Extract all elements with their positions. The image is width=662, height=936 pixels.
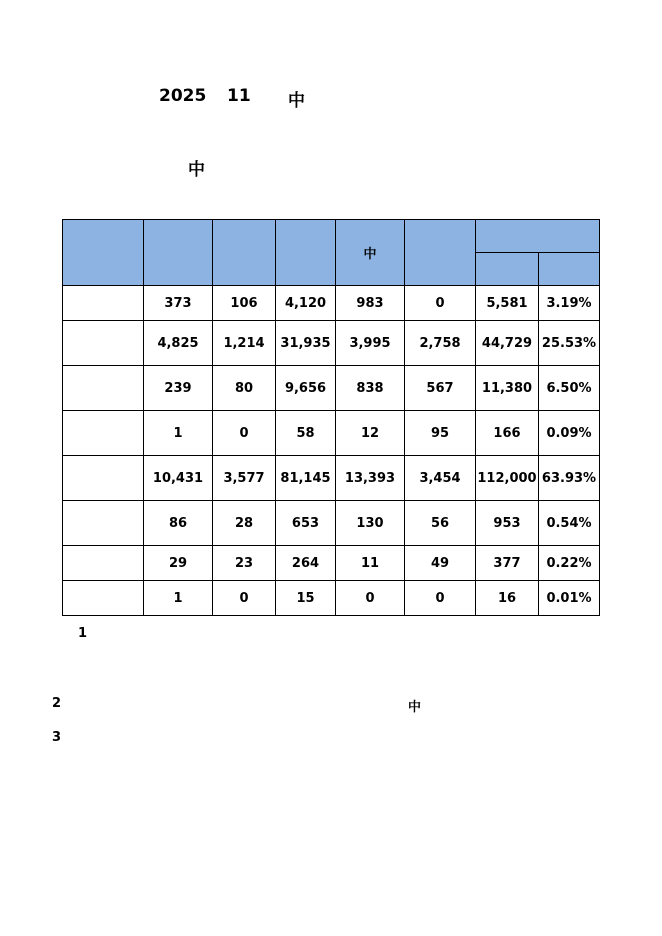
- note-2-marker: 2: [52, 696, 62, 711]
- table-cell: 0.54%: [539, 501, 600, 546]
- table-cell: [63, 546, 144, 581]
- header-subcell: [476, 253, 539, 286]
- note-1-marker: 1: [78, 626, 88, 641]
- table-cell: 29: [144, 546, 213, 581]
- table-cell: 80: [213, 366, 276, 411]
- table-cell: 0.22%: [539, 546, 600, 581]
- table-cell: 28: [213, 501, 276, 546]
- table-cell: 3.19%: [539, 286, 600, 321]
- statistics-table: [62, 219, 600, 616]
- table-cell: 16: [476, 581, 539, 616]
- table-cell: 838: [336, 366, 405, 411]
- table-cell: 81,145: [276, 456, 336, 501]
- table-cell: 264: [276, 546, 336, 581]
- table-cell: 11: [336, 546, 405, 581]
- table-cell: [63, 501, 144, 546]
- title-year: 2025: [159, 86, 207, 106]
- header-cell: [213, 220, 276, 286]
- table-cell: 10,431: [144, 456, 213, 501]
- table-cell: 9,656: [276, 366, 336, 411]
- table-cell: 12: [336, 411, 405, 456]
- header-cell: [276, 220, 336, 286]
- subtitle-character: 中: [188, 160, 205, 180]
- table-cell: 239: [144, 366, 213, 411]
- table-cell: 567: [405, 366, 476, 411]
- header-group-cell: [476, 220, 600, 253]
- table-cell: 3,995: [336, 321, 405, 366]
- table-cell: [63, 321, 144, 366]
- table-cell: 31,935: [276, 321, 336, 366]
- table-cell: 11,380: [476, 366, 539, 411]
- table-cell: 0: [213, 581, 276, 616]
- table-cell: 6.50%: [539, 366, 600, 411]
- table-row: [63, 501, 600, 546]
- table-cell: [63, 366, 144, 411]
- header-cell: [405, 220, 476, 286]
- header-cell: [63, 220, 144, 286]
- table-cell: 983: [336, 286, 405, 321]
- table-cell: 15: [276, 581, 336, 616]
- table-cell: [63, 456, 144, 501]
- note-2-character: 中: [408, 700, 422, 715]
- table-cell: 0: [405, 581, 476, 616]
- table-cell: 4,825: [144, 321, 213, 366]
- table-cell: [63, 581, 144, 616]
- header-cell: [144, 220, 213, 286]
- table-cell: 106: [213, 286, 276, 321]
- table-cell: 377: [476, 546, 539, 581]
- table-row: [63, 286, 600, 321]
- table-cell: 0.01%: [539, 581, 600, 616]
- table-cell: 23: [213, 546, 276, 581]
- table-cell: 0.09%: [539, 411, 600, 456]
- table-cell: 130: [336, 501, 405, 546]
- table-cell: 49: [405, 546, 476, 581]
- table-row: [63, 366, 600, 411]
- header-cell-marker: 中: [336, 220, 405, 286]
- table-cell: 86: [144, 501, 213, 546]
- table-cell: 13,393: [336, 456, 405, 501]
- table-cell: 0: [405, 286, 476, 321]
- table-cell: 56: [405, 501, 476, 546]
- table-header: [63, 220, 600, 286]
- table-cell: 112,000: [476, 456, 539, 501]
- table-cell: [63, 286, 144, 321]
- table-row: [63, 456, 600, 501]
- table-cell: 5,581: [476, 286, 539, 321]
- table-cell: 1,214: [213, 321, 276, 366]
- table-cell: 1: [144, 581, 213, 616]
- table-cell: 1: [144, 411, 213, 456]
- table-cell: 25.53%: [539, 321, 600, 366]
- table-cell: [63, 411, 144, 456]
- table-cell: 0: [336, 581, 405, 616]
- header-subcell: [539, 253, 600, 286]
- table-cell: 58: [276, 411, 336, 456]
- table-cell: 3,577: [213, 456, 276, 501]
- table-cell: 63.93%: [539, 456, 600, 501]
- title-month: 11: [227, 86, 251, 106]
- table-cell: 44,729: [476, 321, 539, 366]
- table-cell: 3,454: [405, 456, 476, 501]
- table-cell: 166: [476, 411, 539, 456]
- table-cell: 653: [276, 501, 336, 546]
- note-3-marker: 3: [52, 730, 62, 745]
- table-row: [63, 321, 600, 366]
- table-body: [63, 286, 600, 616]
- table-cell: 2,758: [405, 321, 476, 366]
- table-cell: 4,120: [276, 286, 336, 321]
- table-row: [63, 546, 600, 581]
- table-cell: 373: [144, 286, 213, 321]
- table-row: [63, 581, 600, 616]
- title-character: 中: [288, 91, 305, 111]
- table-cell: 95: [405, 411, 476, 456]
- table-row: [63, 411, 600, 456]
- table-cell: 0: [213, 411, 276, 456]
- table-cell: 953: [476, 501, 539, 546]
